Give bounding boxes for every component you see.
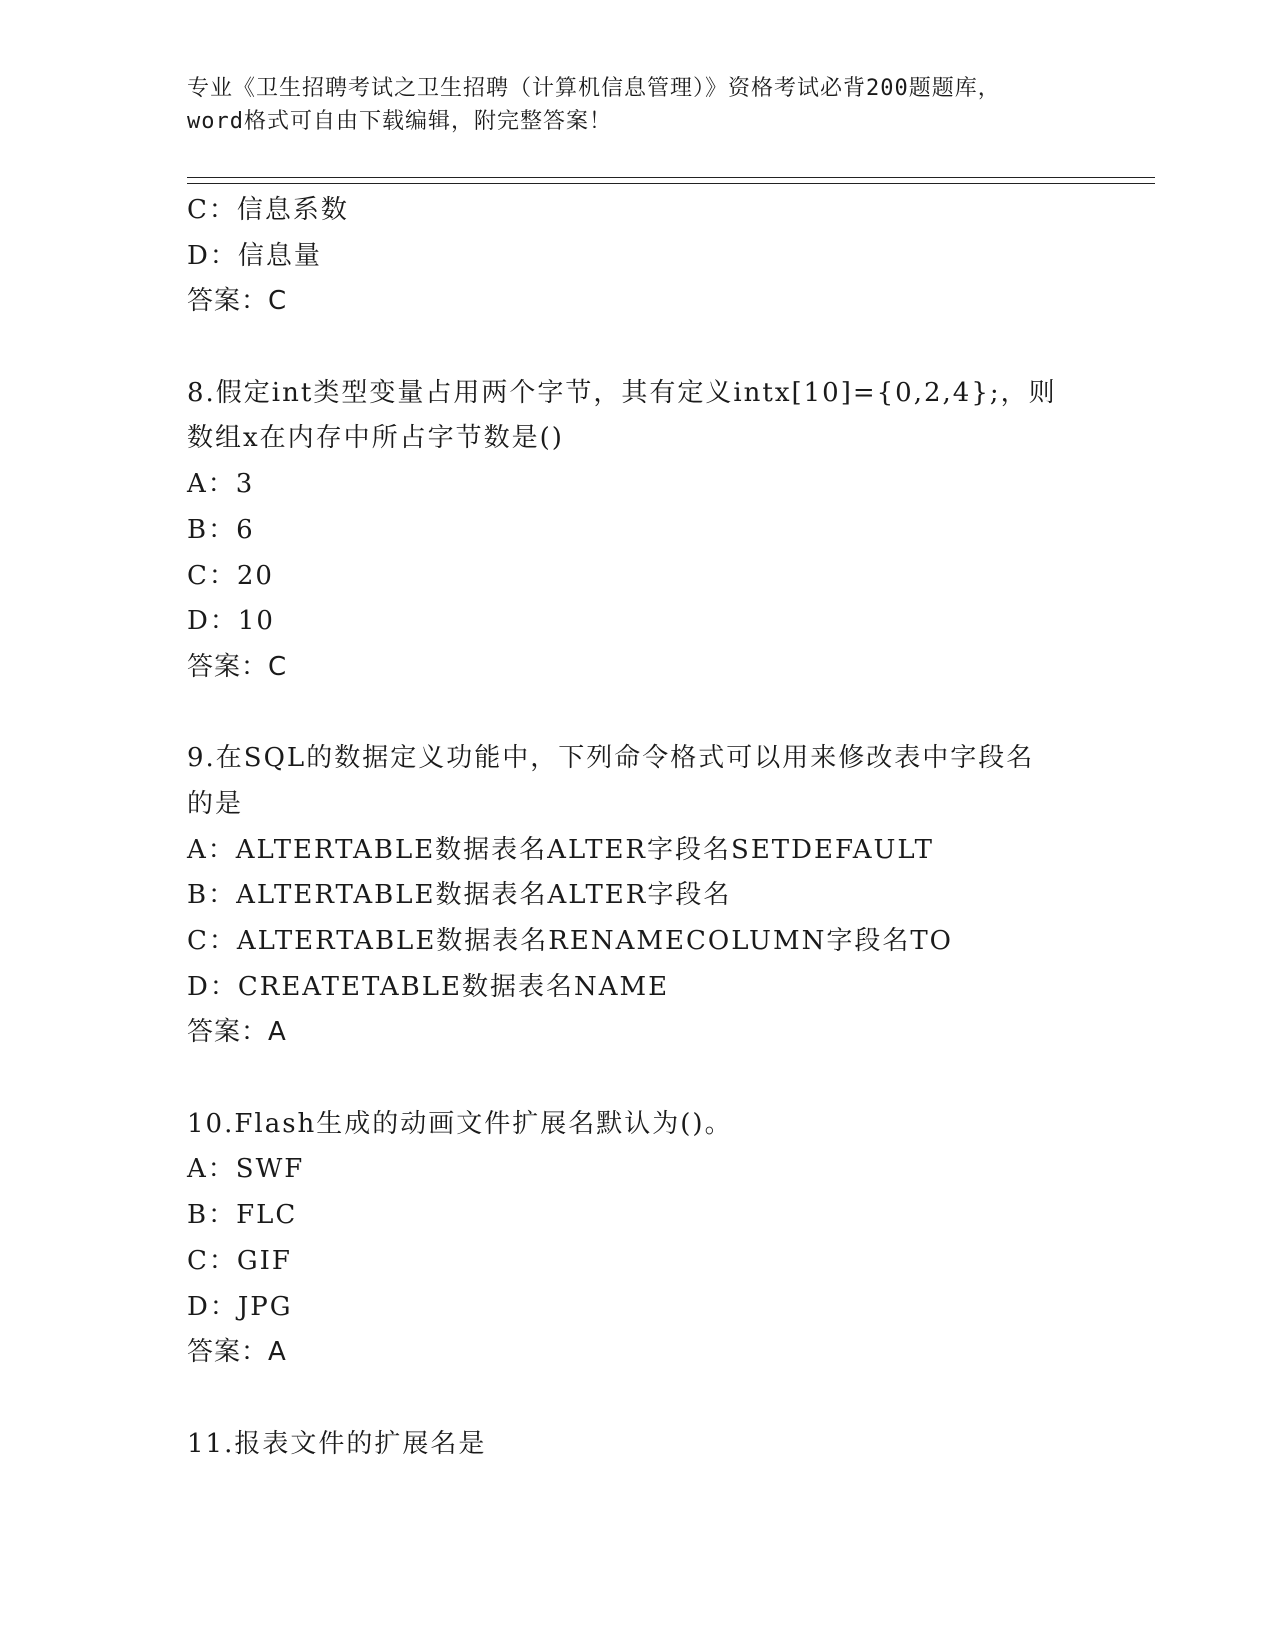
question-stem-line-1: 9.在SQL的数据定义功能中，下列命令格式可以用来修改表中字段名 [187, 743, 1035, 774]
option-c: C：20 [187, 560, 274, 591]
option-b: B：ALTERTABLE数据表名ALTER字段名 [187, 880, 732, 911]
option-b: B：6 [187, 514, 255, 545]
option-a: A：3 [187, 469, 255, 500]
option-d: D：CREATETABLE数据表名NAME [187, 971, 670, 1002]
question-11 [187, 1422, 1147, 1468]
option-c: C：信息系数 [187, 195, 349, 225]
question-list [187, 188, 1147, 1467]
document-header [187, 72, 1087, 138]
option-b: B：FLC [187, 1200, 298, 1231]
question-stem-line-1: 8.假定int类型变量占用两个字节，其有定义intx[10]={0,2,4};，则 [187, 377, 1057, 408]
question-stem-line-1: 11.报表文件的扩展名是 [187, 1428, 487, 1459]
header-line-1: 专业《卫生招聘考试之卫生招聘（计算机信息管理）》资格考试必背200题题库， [187, 76, 1001, 101]
spacer [187, 691, 1147, 737]
option-d: D：信息量 [187, 240, 322, 271]
question-stem-line-2: 数组x在内存中所占字节数是() [187, 423, 564, 454]
spacer [187, 1376, 1147, 1422]
option-d: D：10 [187, 606, 275, 637]
answer: 答案：C [187, 651, 288, 682]
spacer [187, 325, 1147, 371]
answer: 答案：C [187, 286, 288, 317]
question-stem-line-2: 的是 [187, 788, 244, 819]
question-stem-line-1: 10.Flash生成的动画文件扩展名默认为()。 [187, 1108, 733, 1139]
header-line-2: word格式可自由下载编辑，附完整答案！ [187, 109, 612, 134]
spacer [187, 1056, 1147, 1102]
question-10 [187, 1102, 1147, 1376]
answer: 答案：A [187, 1337, 287, 1368]
header-divider-bottom [187, 183, 1155, 184]
question-7 [187, 188, 1147, 325]
option-d: D：JPG [187, 1291, 293, 1322]
header-divider-top [187, 177, 1155, 178]
option-a: A：ALTERTABLE数据表名ALTER字段名SETDEFAULT [187, 834, 934, 865]
option-a: A：SWF [187, 1154, 305, 1185]
option-c: C：ALTERTABLE数据表名RENAMECOLUMN字段名TO [187, 926, 953, 956]
question-8 [187, 371, 1147, 691]
question-9 [187, 736, 1147, 1056]
answer: 答案：A [187, 1017, 287, 1048]
option-c: C：GIF [187, 1245, 292, 1276]
